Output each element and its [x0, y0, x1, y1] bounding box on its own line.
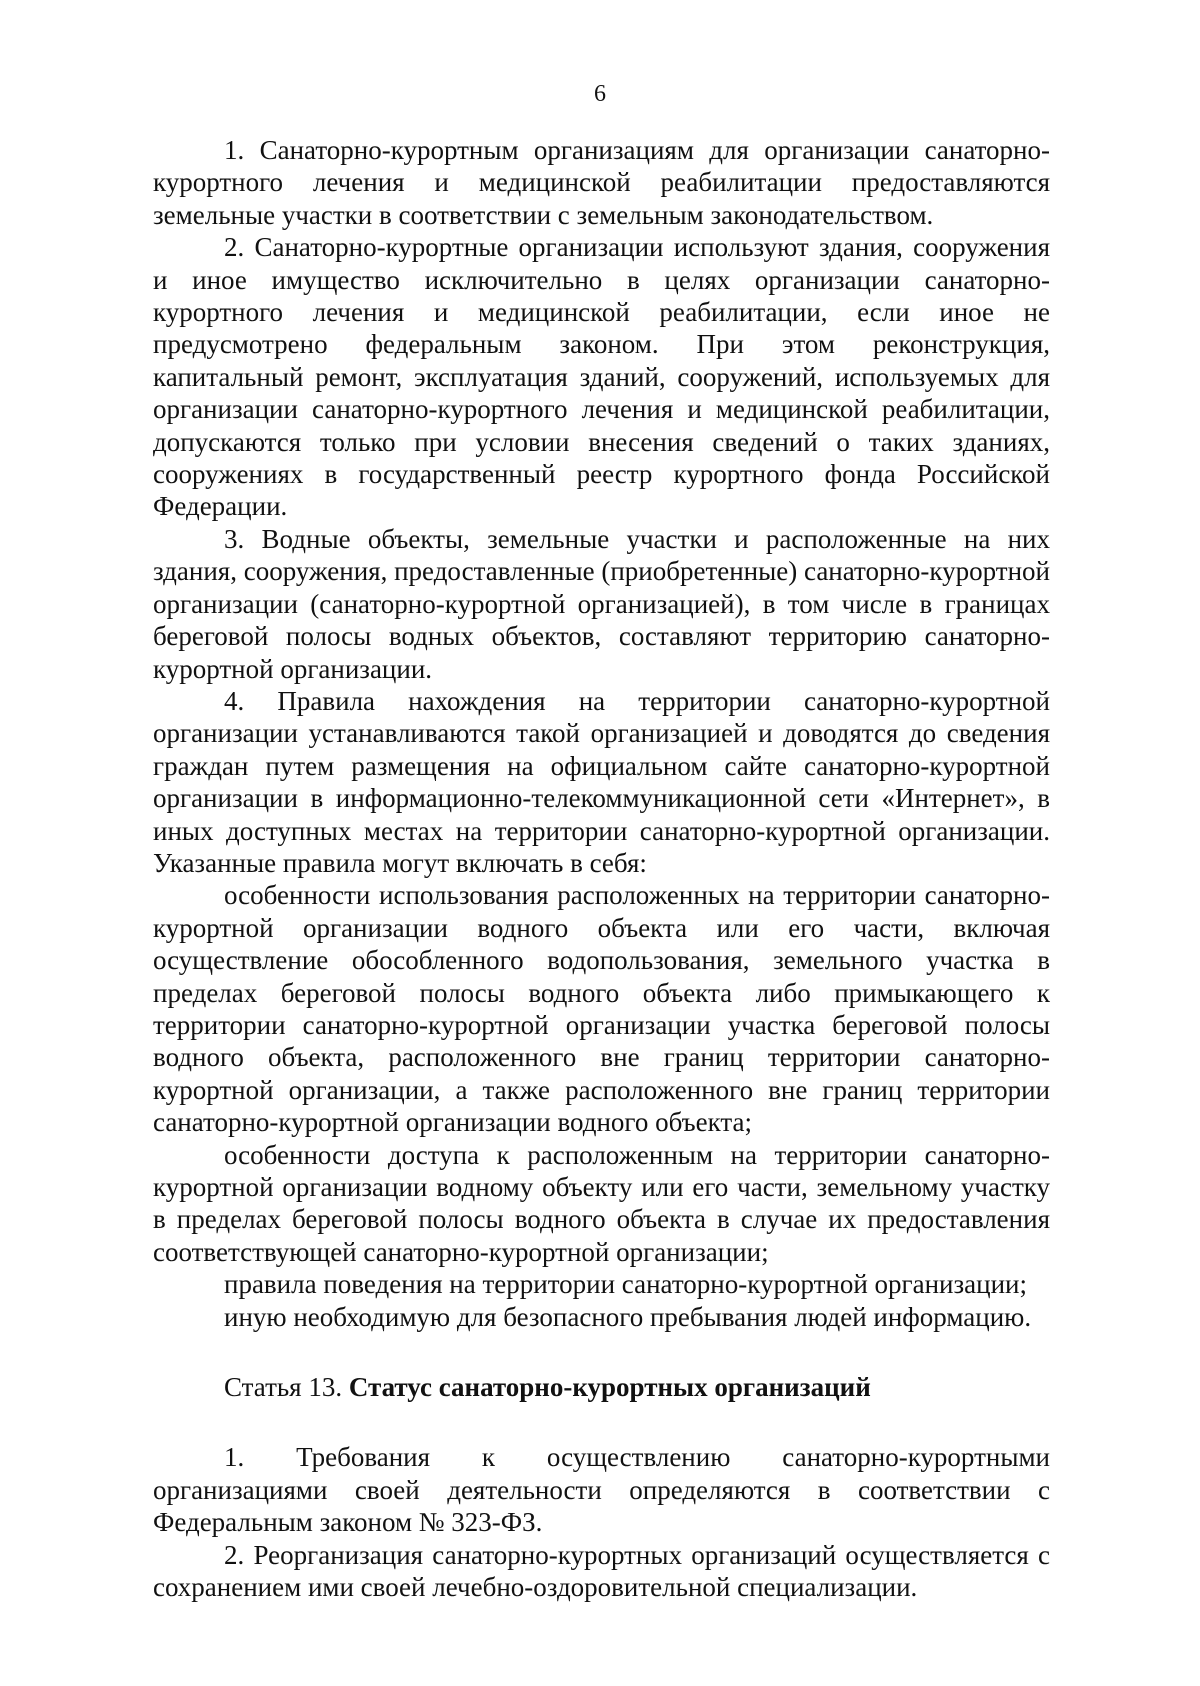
- article13-paragraph-1: 1. Требования к осуществлению санаторно-курортными организациями своей деятельности определяются в соответствии с Федеральным законом № 323-ФЗ.: [153, 1442, 1050, 1538]
- article12-paragraph-1: 1. Санаторно-курортным организациям для организации санаторно-курортного лечения и медицинской реабилитации предоставляются земельные участки в соответствии с земельным законодательством.: [153, 135, 1050, 230]
- article12-list-item-safety: иную необходимую для безопасного пребывания людей информацию.: [224, 1301, 1032, 1332]
- article12-list-item-behavior: правила поведения на территории санаторно-курортной организации;: [224, 1269, 1027, 1300]
- document-body: [153, 134, 1050, 1603]
- article13-paragraph-2: 2. Реорганизация санаторно-курортных организаций осуществляется с сохранением ими своей лечебно-оздоровительной специализации.: [153, 1539, 1050, 1603]
- article12-paragraph-4: 4. Правила нахождения на территории санаторно-курортной организации устанавливаются такой организацией и доводятся до сведения граждан путем размещения на официальном сайте санаторно-курортной организации в информационно-телекоммуникационной сети «Интернет», в иных доступных местах на территории санаторно-курортной организации. Указанные правила могут включать в себя:: [153, 685, 1050, 878]
- article13-title: Статус санаторно-курортных организаций: [348, 1372, 871, 1403]
- article12-list-item-access: особенности доступа к расположенным на территории санаторно-курортной организации водному объекту или его части, земельному участку в пределах береговой полосы водного объекта в случае их предоставления соответствующей санаторно-курортной организации;: [153, 1139, 1050, 1267]
- article12-list-item-water: особенности использования расположенных на территории санаторно-курортной организации водного объекта или его части, включая осуществление обособленного водопользования, земельного участка в пределах береговой полосы водного объекта либо примыкающего к территории санаторно-курортной организации участка береговой полосы водного объекта, расположенного вне границ территории санаторно-курортной организации, а также расположенного вне границ территории санаторно-курортной организации водного объекта;: [153, 880, 1050, 1138]
- article13-heading: [153, 1371, 1050, 1403]
- article12-paragraph-2: 2. Санаторно-курортные организации используют здания, сооружения и иное имущество исключительно в целях организации санаторно-курортного лечения и медицинской реабилитации, если иное не предусмотрено федеральным законом. При этом реконструкция, капитальный ремонт, эксплуатация зданий, сооружений, используемых для организации санаторно-курортного лечения и медицинской реабилитации, допускаются только при условии внесения сведений о таких зданиях, сооружениях в государственный реестр курортного фонда Российской Федерации.: [153, 232, 1050, 522]
- article12-paragraph-3: 3. Водные объекты, земельные участки и расположенные на них здания, сооружения, предоставленные (приобретенные) санаторно-курортной организации (санаторно-курортной организацией), в том числе в границах береговой полосы водных объектов, составляют территорию санаторно-курортной организации.: [153, 523, 1050, 684]
- article13-label: Статья 13.: [224, 1372, 343, 1403]
- page-number: 6: [594, 81, 606, 107]
